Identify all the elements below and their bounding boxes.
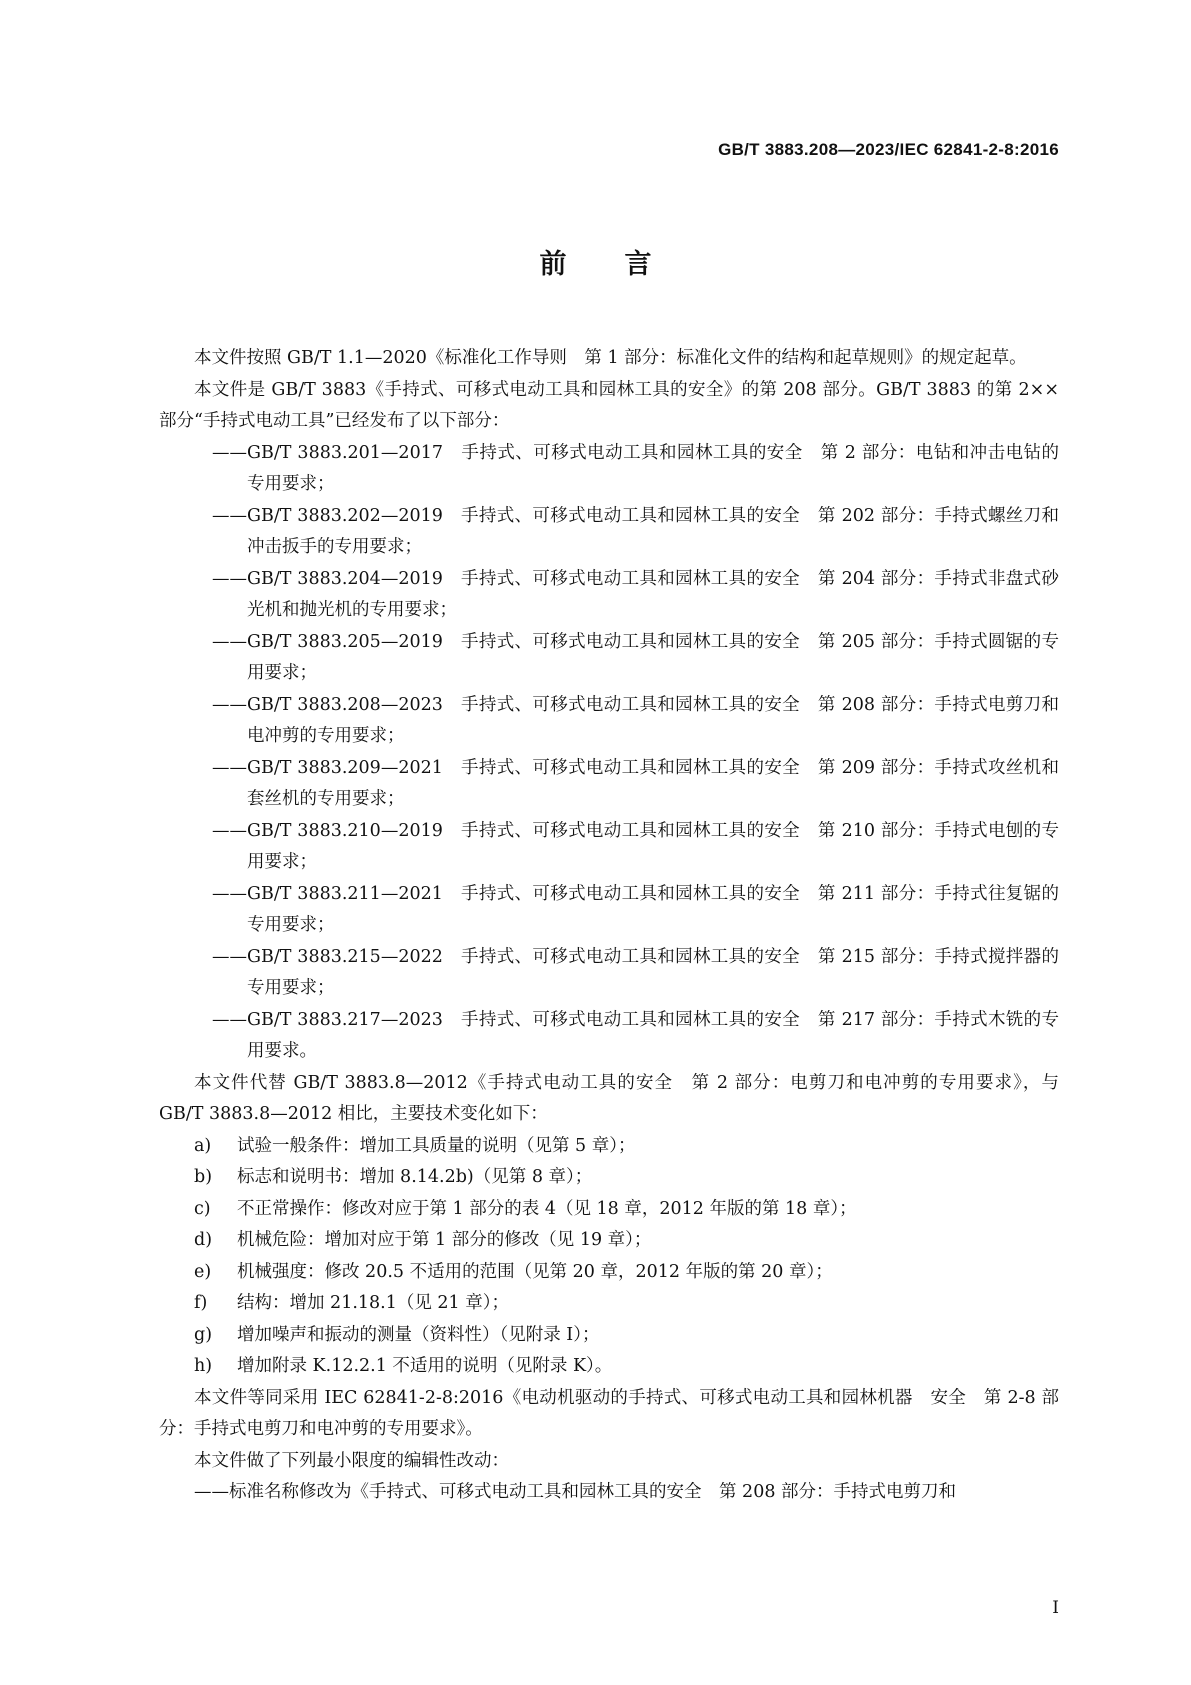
list-item: ——GB/T 3883.211—2021 手持式、可移式电动工具和园林工具的安全 第 211 部分：手持式往复锯的专用要求； <box>194 879 1059 942</box>
dash-marker: —— <box>212 631 247 652</box>
list-item: ——GB/T 3883.208—2023 手持式、可移式电动工具和园林工具的安全 第 208 部分：手持式电剪刀和电冲剪的专用要求； <box>194 690 1059 753</box>
list-item: ——GB/T 3883.210—2019 手持式、可移式电动工具和园林工具的安全 第 210 部分：手持式电刨的专用要求； <box>194 816 1059 879</box>
list-item: f) 结构：增加 21.18.1（见 21 章）； <box>159 1288 1059 1320</box>
item-label: a) <box>194 1135 212 1156</box>
item-label: d) <box>194 1230 213 1250</box>
paragraph-drafting-basis: 本文件按照 GB/T 1.1—2020《标准化工作导则 第 1 部分：标准化文件的结构和起草规则》的规定起草。 <box>194 348 1027 368</box>
dash-marker: —— <box>212 820 247 841</box>
paragraph-name-change: ——标准名称修改为《手持式、可移式电动工具和园林工具的安全 第 208 部分：手持式电剪刀和 <box>194 1482 957 1502</box>
list-item: ——GB/T 3883.215—2022 手持式、可移式电动工具和园林工具的安全 第 215 部分：手持式搅拌器的专用要求； <box>194 942 1059 1005</box>
list-item: c) 不正常操作：修改对应于第 1 部分的表 4（见 18 章，2012 年版的第 18 章）； <box>159 1194 1059 1226</box>
technical-changes-list <box>159 1131 1059 1383</box>
paragraph-replacement: 本文件代替 GB/T 3883.8—2012《手持式电动工具的安全 第 2 部分：电剪刀和电冲剪的专用要求》，与 GB/T 3883.8—2012 相比，主要技术变化如下： <box>159 1072 1059 1124</box>
list-item: ——GB/T 3883.217—2023 手持式、可移式电动工具和园林工具的安全 第 217 部分：手持式木铣的专用要求。 <box>194 1005 1059 1068</box>
item-label: h) <box>194 1356 213 1376</box>
list-item: ——GB/T 3883.209—2021 手持式、可移式电动工具和园林工具的安全 第 209 部分：手持式攻丝机和套丝机的专用要求； <box>194 753 1059 816</box>
item-label: g) <box>194 1324 213 1345</box>
published-parts-list <box>159 438 1059 1068</box>
page-title: 前言 <box>539 249 710 280</box>
list-item: g) 增加噪声和振动的测量（资料性）（见附录 I）； <box>159 1320 1059 1352</box>
item-label: f) <box>194 1293 208 1313</box>
paragraph-editorial-changes: 本文件做了下列最小限度的编辑性改动： <box>194 1450 509 1471</box>
list-item: ——GB/T 3883.202—2019 手持式、可移式电动工具和园林工具的安全 第 202 部分：手持式螺丝刀和冲击扳手的专用要求； <box>194 501 1059 564</box>
list-item: ——GB/T 3883.204—2019 手持式、可移式电动工具和园林工具的安全 第 204 部分：手持式非盘式砂光机和抛光机的专用要求； <box>194 564 1059 627</box>
dash-marker: —— <box>212 694 247 715</box>
item-label: b) <box>194 1167 213 1187</box>
dash-marker: —— <box>212 505 247 526</box>
paragraph-part-intro: 本文件是 GB/T 3883《手持式、可移式电动工具和园林工具的安全》的第 208 部分。GB/T 3883 的第 2××部分“手持式电动工具”已经发布了以下部分： <box>159 379 1059 431</box>
item-label: c) <box>194 1198 211 1219</box>
dash-marker: —— <box>212 442 247 463</box>
page-number: I <box>1052 1598 1059 1618</box>
paragraph-adoption: 本文件等同采用 IEC 62841-2-8:2016《电动机驱动的手持式、可移式电动工具和园林机器 安全 第 2-8 部分：手持式电剪刀和电冲剪的专用要求》。 <box>159 1387 1059 1439</box>
list-item: ——GB/T 3883.205—2019 手持式、可移式电动工具和园林工具的安全 第 205 部分：手持式圆锯的专用要求； <box>194 627 1059 690</box>
list-item: b) 标志和说明书：增加 8.14.2b)（见第 8 章）； <box>159 1162 1059 1194</box>
item-label: e) <box>194 1261 212 1282</box>
dash-marker: —— <box>212 883 247 904</box>
list-item: a) 试验一般条件：增加工具质量的说明（见第 5 章）； <box>159 1131 1059 1163</box>
dash-marker: —— <box>212 1009 247 1030</box>
standard-number-header: GB/T 3883.208—2023/IEC 62841-2-8:2016 <box>718 140 1059 159</box>
document-body <box>159 343 1059 1509</box>
dash-marker: —— <box>212 757 247 778</box>
list-item: d) 机械危险：增加对应于第 1 部分的修改（见 19 章）； <box>159 1225 1059 1257</box>
dash-marker: —— <box>212 568 247 589</box>
list-item: ——GB/T 3883.201—2017 手持式、可移式电动工具和园林工具的安全 第 2 部分：电钻和冲击电钻的专用要求； <box>194 438 1059 501</box>
dash-marker: —— <box>212 946 247 967</box>
dash-marker: —— <box>194 1482 229 1502</box>
list-item: e) 机械强度：修改 20.5 不适用的范围（见第 20 章，2012 年版的第 20 章）； <box>159 1257 1059 1289</box>
list-item: h) 增加附录 K.12.2.1 不适用的说明（见附录 K）。 <box>159 1351 1059 1383</box>
